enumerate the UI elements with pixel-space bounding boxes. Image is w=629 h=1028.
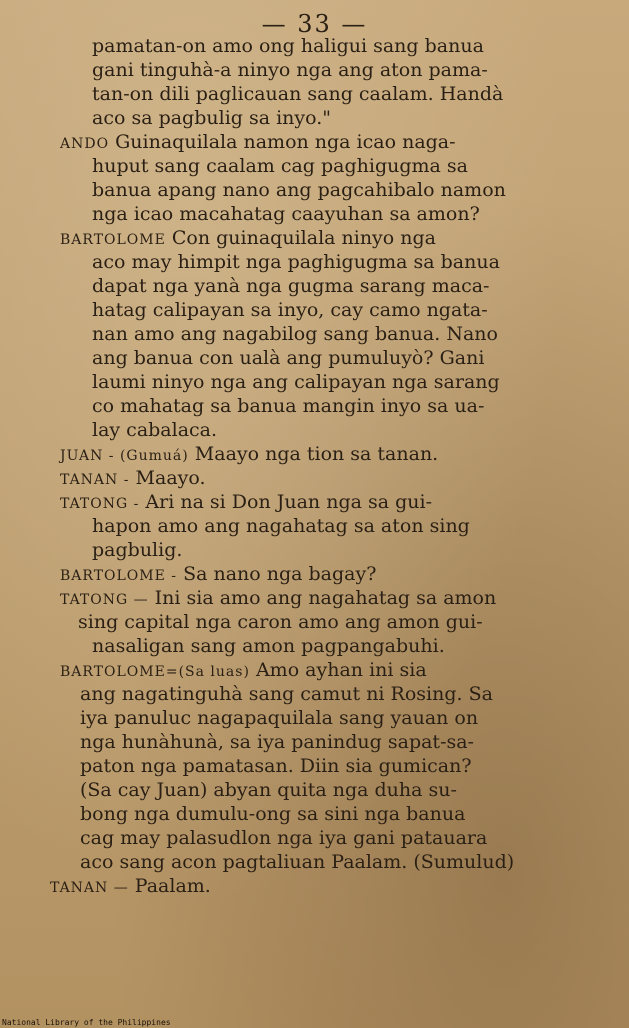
text-line (92, 322, 498, 346)
text-line (60, 130, 456, 156)
speaker-name: BARTOLOME (60, 232, 166, 248)
text-line (60, 466, 206, 492)
line-text: hapon amo ang nagahatag sa aton sing (92, 515, 470, 537)
text-line (80, 778, 457, 802)
line-text: nga icao macahatag caayuhan sa amon? (92, 203, 480, 225)
text-line (92, 82, 503, 106)
text-line (92, 34, 484, 58)
line-text: Maayo nga tion sa tanan. (194, 443, 439, 465)
text-line (92, 106, 331, 130)
line-text: Amo ayhan ini sia (255, 659, 427, 681)
line-text: aco sa pagbulig sa inyo." (92, 107, 332, 129)
line-text: cag may palasudlon nga iya gani patauara (80, 827, 488, 849)
speaker-name: TATONG — (60, 592, 149, 608)
speaker-name: TANAN — (50, 880, 129, 896)
line-text: aco sang acon pagtaliuan Paalam. (Sumulud) (80, 851, 515, 873)
line-text: dapat nga yanà nga gugma sarang maca- (92, 275, 490, 297)
text-line (80, 730, 474, 754)
text-line (80, 802, 465, 826)
speaker-name: ANDO (60, 136, 110, 152)
text-line (92, 178, 506, 202)
text-line (92, 250, 500, 274)
line-text: pamatan-on amo ong haligui sang banua (92, 35, 484, 57)
library-footer: National Library of the Philippines (2, 1018, 171, 1027)
text-line (60, 658, 427, 684)
line-text: lay cabalaca. (92, 419, 218, 441)
text-line (60, 442, 438, 468)
line-text: ang banua con ualà ang pumuluyò? Gani (92, 347, 485, 369)
text-line (92, 274, 489, 298)
speaker-name: TATONG - (60, 496, 140, 512)
text-line (80, 826, 487, 850)
text-line (92, 154, 468, 178)
line-text: Sa nano nga bagay? (183, 563, 377, 585)
text-line (78, 610, 483, 634)
line-text: iya panuluc nagapaquilala sang yauan on (80, 707, 479, 729)
line-text: Ari na si Don Juan nga sa gui- (145, 491, 432, 513)
text-line (60, 226, 436, 252)
line-text: laumi ninyo nga ang calipayan nga sarang (92, 371, 500, 393)
text-line (80, 754, 472, 778)
text-line (92, 514, 470, 538)
line-text: ang nagatinguhà sang camut ni Rosing. Sa (80, 683, 493, 705)
text-line (92, 370, 500, 394)
line-text: Maayo. (135, 467, 206, 489)
text-line (92, 538, 182, 562)
line-text: nan amo ang nagabilog sang banua. Nano (92, 323, 498, 345)
text-line (60, 586, 496, 612)
line-text: Con guinaquilala ninyo nga (171, 227, 436, 249)
line-text: Ini sia amo ang nagahatag sa amon (154, 587, 497, 609)
text-line (80, 850, 514, 874)
speaker-name: BARTOLOME=(Sa luas) (60, 664, 250, 680)
line-text: bong nga dumulu-ong sa sini nga banua (80, 803, 466, 825)
line-text: Paalam. (134, 875, 211, 897)
line-text: sing capital nga caron amo ang amon gui- (78, 611, 483, 633)
text-line (92, 418, 217, 442)
line-text: tan-on dili paglicauan sang caalam. Handà (92, 83, 504, 105)
text-line (80, 682, 493, 706)
line-text: gani tinguhà-a ninyo nga ang aton pama- (92, 59, 488, 81)
line-text: Guinaquilala namon nga icao naga- (115, 131, 456, 153)
line-text: huput sang caalam cag paghigugma sa (92, 155, 468, 177)
line-text: aco may himpit nga paghigugma sa banua (92, 251, 500, 273)
line-text: paton nga pamatasan. Diin sia gumican? (80, 755, 472, 777)
text-line (92, 634, 445, 658)
page-number: — 33 — (261, 10, 368, 38)
text-line (60, 490, 432, 516)
line-text: co mahatag sa banua mangin inyo sa ua- (92, 395, 485, 417)
text-line (92, 394, 484, 418)
speaker-name: BARTOLOME - (60, 568, 178, 584)
text-line (50, 874, 211, 900)
text-line (92, 58, 488, 82)
line-text: banua apang nano ang pagcahibalo namon (92, 179, 506, 201)
text-line (92, 298, 488, 322)
line-text: hatag calipayan sa inyo, cay camo ngata- (92, 299, 488, 321)
text-line (92, 202, 480, 226)
line-text: nasaligan sang amon pagpangabuhi. (92, 635, 445, 657)
speaker-name: TANAN - (60, 472, 130, 488)
line-text: (Sa cay Juan) abyan quita nga duha su- (80, 779, 457, 801)
text-line (80, 706, 478, 730)
line-text: nga hunàhunà, sa iya panindug sapat-sa- (80, 731, 474, 753)
text-line (92, 346, 484, 370)
text-line (60, 562, 376, 588)
speaker-name: JUAN - (Gumuá) (60, 448, 189, 464)
line-text: pagbulig. (92, 539, 183, 561)
